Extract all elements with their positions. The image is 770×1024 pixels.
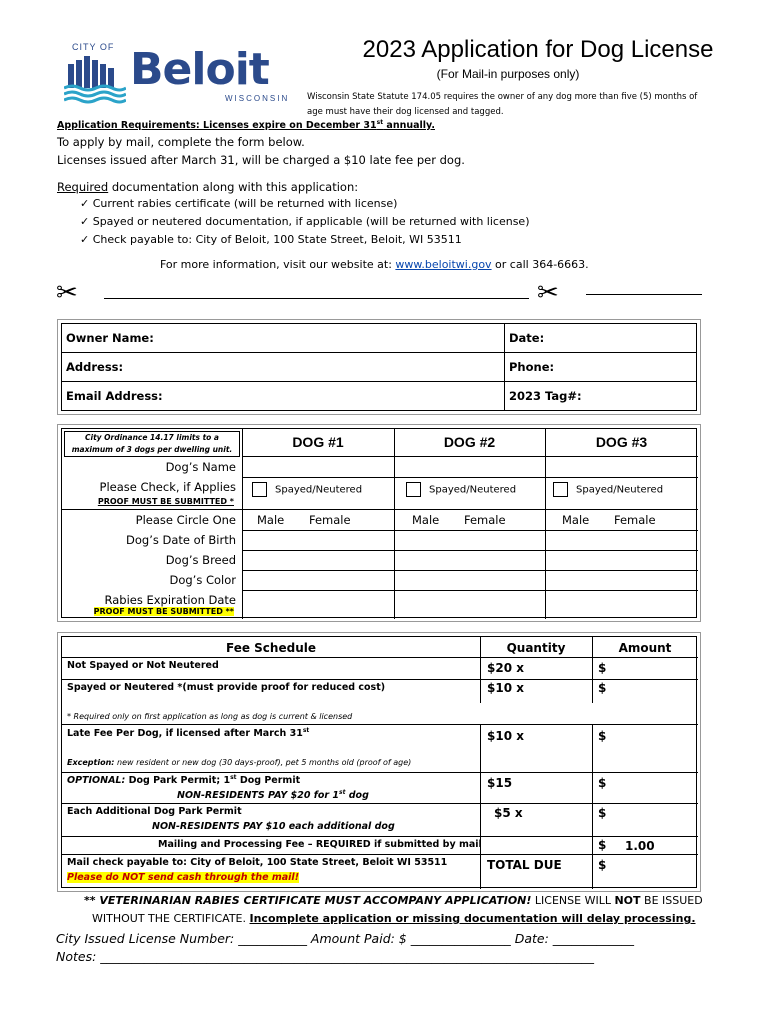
dog3-header: DOG #3 xyxy=(595,434,648,450)
city-logo xyxy=(60,40,300,110)
logo-city-of: CITY OF xyxy=(72,42,115,52)
dog3-male[interactable]: Male xyxy=(562,513,590,527)
dog1-female[interactable]: Female xyxy=(309,513,351,527)
exception-note: Exception: new resident or new dog (30 days-proof), pet 5 months old (proof of age) xyxy=(67,758,412,767)
cut-line xyxy=(104,298,529,299)
not-spayed-amount[interactable]: $ xyxy=(598,661,607,675)
check-applies-label: Please Check, if Applies xyxy=(99,480,236,494)
late-fee-amount[interactable]: $ xyxy=(598,729,607,743)
not-spayed-label: Not Spayed or Not Neutered xyxy=(67,660,219,671)
checkmark-icon: ✓ xyxy=(80,233,93,246)
owner-name-field[interactable]: Owner Name: xyxy=(62,324,505,353)
color-label: Dog’s Color xyxy=(169,573,236,587)
website-link[interactable]: www.beloitwi.gov xyxy=(395,258,492,271)
more-info-text: For more information, visit our website at: www.beloitwi.gov or call 364-6663. xyxy=(160,258,589,271)
dog1-header: DOG #1 xyxy=(292,434,344,450)
spayed-amount[interactable]: $ xyxy=(598,681,607,695)
additional-permit-amount[interactable]: $ xyxy=(598,806,607,820)
additional-permit-qty[interactable]: $5 x xyxy=(494,806,523,820)
breed-label: Dog’s Breed xyxy=(165,553,236,567)
nonres-first-label: NON-RESIDENTS PAY $20 for 1st dog xyxy=(177,789,369,802)
no-cash-warning: Please do NOT send cash through the mail! xyxy=(67,872,300,883)
optional-permit-qty[interactable]: $15 xyxy=(487,776,513,790)
spayed-label: Spayed or Neutered *(must provide proof for reduced cost) xyxy=(67,682,386,693)
total-due-amount[interactable]: $ xyxy=(598,858,607,872)
late-fee-label: Late Fee Per Dog, if licensed after March 31st xyxy=(67,727,310,740)
optional-permit-amount[interactable]: $ xyxy=(598,776,607,790)
page-title: 2023 Application for Dog License xyxy=(362,36,714,63)
late-fee-text: Licenses issued after March 31, will be charged a $10 late fee per dog. xyxy=(57,153,465,167)
mailing-fee-amount: 1.00 xyxy=(625,839,655,853)
dog2-spayed: Spayed/Neutered xyxy=(406,482,516,497)
ordinance-note: City Ordinance 14.17 limits to a maximum of 3 dogs per dwelling unit. xyxy=(64,431,240,457)
address-field[interactable]: Address: xyxy=(62,353,505,382)
mail-check-label: Mail check payable to: City of Beloit, 100 State Street, Beloit WI 53511 xyxy=(67,857,448,868)
quantity-header: Quantity xyxy=(506,641,566,655)
apply-by-mail-text: To apply by mail, complete the form below. xyxy=(57,135,305,149)
circle-one-label: Please Circle One xyxy=(135,513,236,527)
not-spayed-qty[interactable]: $20 x xyxy=(487,661,524,675)
dog2-male[interactable]: Male xyxy=(412,513,440,527)
dog2-spayed-checkbox[interactable] xyxy=(406,482,421,497)
dog1-spayed: Spayed/Neutered xyxy=(252,482,362,497)
late-fee-qty[interactable]: $10 x xyxy=(487,729,524,743)
dog1-spayed-checkbox[interactable] xyxy=(252,482,267,497)
date-field[interactable]: Date: xyxy=(505,324,697,353)
fee-schedule-header: Fee Schedule xyxy=(226,641,316,655)
additional-permit-label: Each Additional Dog Park Permit xyxy=(67,806,242,817)
checkmark-icon: ✓ xyxy=(80,197,93,210)
license-number-line[interactable]: City Issued License Number: ___________ Amount Paid: $ ________________ Date: _____________ xyxy=(56,931,635,946)
total-due-label: TOTAL DUE xyxy=(487,858,562,872)
checkmark-icon: ✓ xyxy=(80,215,93,228)
doc-item-2: ✓ Spayed or neutered documentation, if applicable (will be returned with license) xyxy=(80,215,530,228)
phone-field[interactable]: Phone: xyxy=(505,353,697,382)
doc-item-1: ✓ Current rabies certificate (will be returned with license) xyxy=(80,197,398,210)
dog2-female[interactable]: Female xyxy=(464,513,506,527)
dog1-male[interactable]: Male xyxy=(257,513,285,527)
proof-note-1: PROOF MUST BE SUBMITTED * xyxy=(97,497,234,506)
email-field[interactable]: Email Address: xyxy=(62,382,505,411)
dob-label: Dog’s Date of Birth xyxy=(126,533,236,547)
spayed-qty[interactable]: $10 x xyxy=(487,681,524,695)
rabies-warning-line1: ** VETERINARIAN RABIES CERTIFICATE MUST ACCOMPANY APPLICATION! LICENSE WILL NOT BE ISSUED xyxy=(84,894,703,907)
owner-form xyxy=(61,323,697,411)
rabies-warning-line2: WITHOUT THE CERTIFICATE. Incomplete application or missing documentation will delay processing. xyxy=(92,912,696,925)
notes-line[interactable]: Notes: _______________________________________________________________________________ xyxy=(56,949,595,964)
dog-name-label: Dog’s Name xyxy=(165,460,236,474)
scissors-icon: ✂ xyxy=(537,278,559,308)
scissors-icon: ✂ xyxy=(56,278,78,308)
logo-state: WISCONSIN xyxy=(225,94,290,103)
logo-mark-icon xyxy=(64,54,126,104)
dog3-spayed-checkbox[interactable] xyxy=(553,482,568,497)
nonres-additional-label: NON-RESIDENTS PAY $10 each additional dog xyxy=(152,821,395,832)
fee-table xyxy=(61,636,697,888)
dog3-spayed: Spayed/Neutered xyxy=(553,482,663,497)
required-docs-heading: Required documentation along with this application: xyxy=(57,180,359,194)
proof-note-2: PROOF MUST BE SUBMITTED ** xyxy=(93,607,234,616)
dog-table xyxy=(61,428,697,618)
doc-item-3: ✓ Check payable to: City of Beloit, 100 State Street, Beloit, WI 53511 xyxy=(80,233,462,246)
tag-field[interactable]: 2023 Tag#: xyxy=(505,382,697,411)
statute-text: Wisconsin State Statute 174.05 requires the owner of any dog more than five (5) months of age must have their dog licensed and tagged. xyxy=(307,92,698,117)
dog2-header: DOG #2 xyxy=(443,434,496,450)
required-note: * Required only on first application as long as dog is current & licensed xyxy=(67,712,353,721)
mailing-fee-label: Mailing and Processing Fee – REQUIRED if submitted by mail xyxy=(158,839,482,850)
dog3-female[interactable]: Female xyxy=(614,513,656,527)
page-subtitle: (For Mail-in purposes only) xyxy=(436,67,580,81)
cut-line xyxy=(586,294,702,295)
logo-name: Beloit xyxy=(130,44,269,95)
requirements-heading: Application Requirements: Licenses expire on December 31st annually. xyxy=(57,119,435,132)
optional-permit-label: OPTIONAL: Dog Park Permit; 1st Dog Permit xyxy=(67,774,301,787)
mailing-fee-dollar: $ xyxy=(598,838,607,852)
rabies-exp-label: Rabies Expiration Date xyxy=(104,593,236,607)
amount-header: Amount xyxy=(618,641,672,655)
